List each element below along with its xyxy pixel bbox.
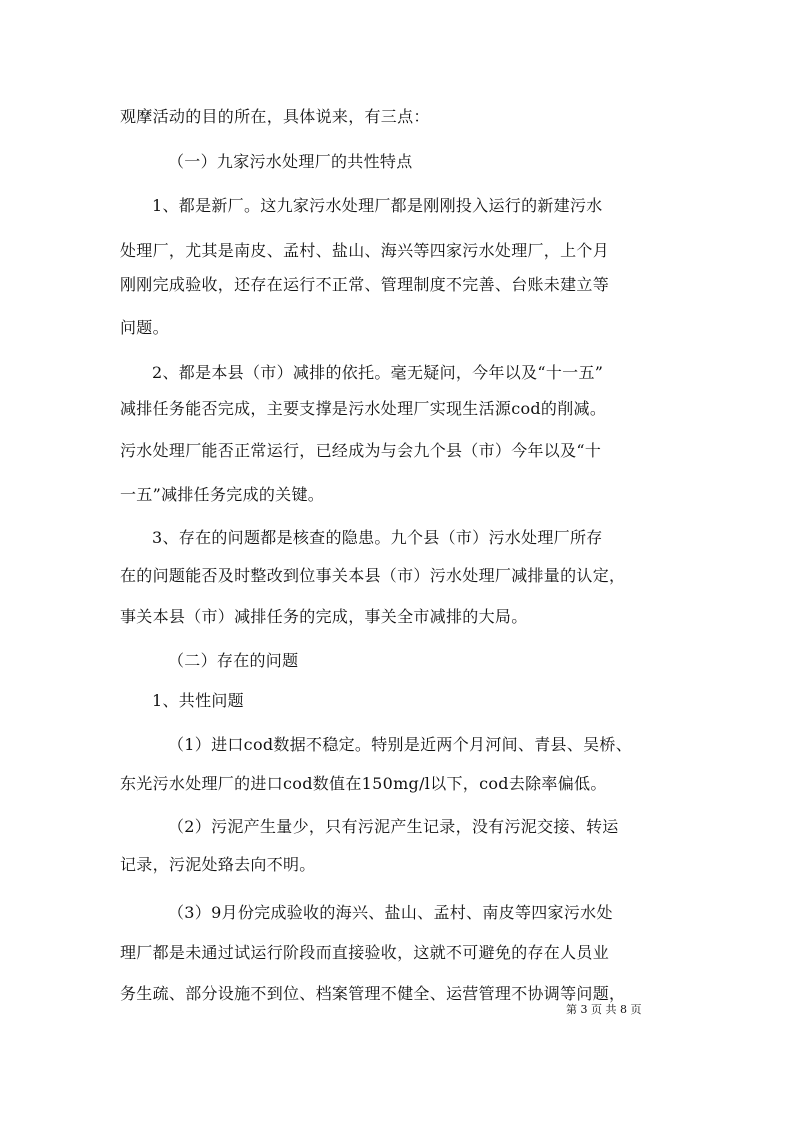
text-line: 污水处理厂能否正常运行，已经成为与会九个县（市）今年以及“十 [120, 441, 602, 460]
text-line: （1）进口cod数据不稳定。特别是近两个月河间、青县、吴桥、 [168, 735, 633, 754]
text-line: 事关本县（市）减排任务的完成，事关全市减排的大局。 [120, 607, 528, 626]
text-line: 3、存在的问题都是核查的隐患。九个县（市）污水处理厂所存 [152, 528, 603, 547]
text-line: 问题。 [120, 318, 169, 337]
text-line: 在的问题能否及时整改到位事关本县（市）污水处理厂减排量的认定， [120, 566, 626, 585]
text-line: 刚刚完成验收，还存在运行不正常、管理制度不完善、台账未建立等 [120, 275, 610, 294]
text-line: 1、都是新厂。这九家污水处理厂都是刚刚投入运行的新建污水 [152, 196, 603, 215]
page-number-footer: 第 3 页 共 8 页 [566, 1003, 642, 1016]
text-line: 务生疏、部分设施不到位、档案管理不健全、运营管理不协调等问题， [120, 984, 626, 1003]
text-line: 理厂都是未通过试运行阶段而直接验收，这就不可避免的存在人员业 [120, 943, 610, 962]
section-heading: （一）九家污水处理厂的共性特点 [168, 152, 413, 171]
section-heading: （二）存在的问题 [168, 651, 299, 670]
text-line: （3）9月份完成验收的海兴、盐山、孟村、南皮等四家污水处 [168, 903, 613, 922]
text-line: 处理厂，尤其是南皮、孟村、盐山、海兴等四家污水处理厂，上个月 [120, 241, 610, 260]
text-line: 减排任务能否完成，主要支撑是污水处理厂实现生活源cod的削减。 [120, 399, 607, 418]
text-line: 记录，污泥处臵去向不明。 [120, 855, 316, 874]
text-line: （2）污泥产生量少，只有污泥产生记录，没有污泥交接、转运 [168, 817, 619, 836]
text-line: 观摩活动的目的所在，具体说来，有三点： [120, 107, 430, 126]
text-line: 一五”减排任务完成的关键。 [120, 485, 325, 504]
text-line: 2、都是本县（市）减排的依托。毫无疑问，今年以及“十一五” [152, 363, 604, 382]
text-line: 东光污水处理厂的进口cod数值在150mg/l以下，cod去除率偏低。 [120, 774, 607, 793]
sub-heading: 1、共性问题 [152, 691, 244, 710]
